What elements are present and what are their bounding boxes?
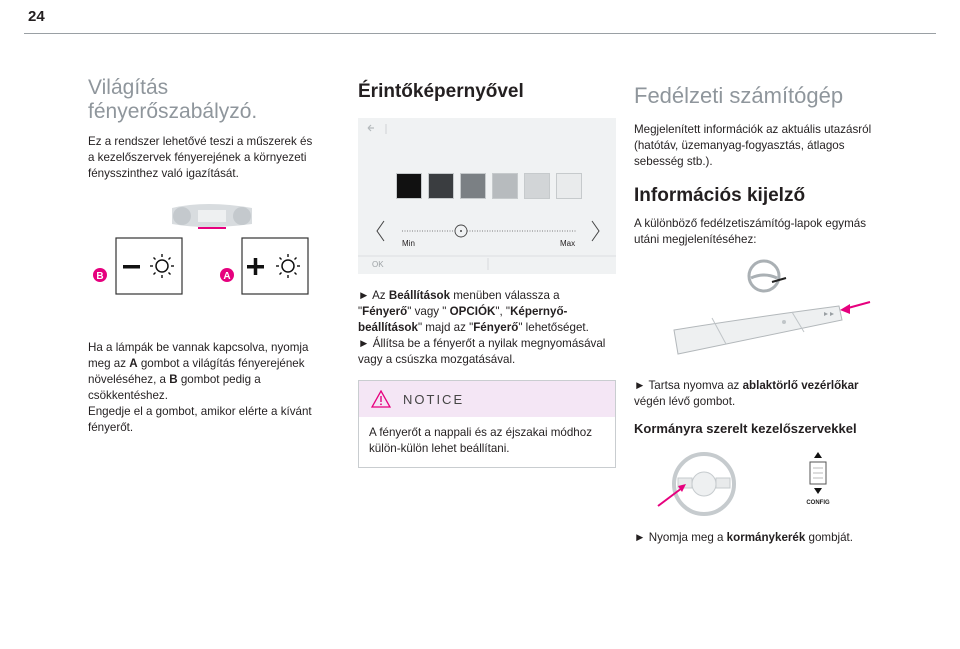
touchscreen-step-1: ► Az Beállítások menüben válassza a "Fényerő" vagy " OPCIÓK", "Képernyő-beállítások" majd az "Fényerő" lehetőséget. <box>358 289 589 334</box>
brightness-swatch-6[interactable] <box>556 173 582 199</box>
section-title-dimmer <box>88 76 320 124</box>
notice-box <box>358 380 616 468</box>
wiper-stalk-step: ► Tartsa nyomva az ablaktörlő vezérlőkar végén lévő gombot. <box>634 379 859 408</box>
brightness-swatch-5[interactable] <box>524 173 550 199</box>
warning-triangle-icon <box>371 390 391 408</box>
wiper-stalk-icon <box>674 302 870 354</box>
title-line-2: fényerőszabályzó. <box>88 100 258 123</box>
notice-text: A fényerőt a nappali és az éjszakai módhoz külön-külön lehet beállítani. <box>369 426 592 455</box>
steering-wheel-step: ► Nyomja meg a kormánykerék gombját. <box>634 531 854 544</box>
column-trip-computer <box>634 76 874 546</box>
slider-min-label: Min <box>402 239 415 248</box>
title-line-1: Világítás <box>88 76 169 99</box>
slider-max-label: Max <box>560 239 576 248</box>
badge-a: A <box>223 271 231 282</box>
info-display-intro: A különböző fedélzetiszámítóg-lapok egymás utáni megjelenítéséhez: <box>634 217 867 246</box>
back-arrow-icon <box>368 125 374 131</box>
decrease-arrow-icon[interactable] <box>377 221 384 241</box>
dimmer-instructions: Ha a lámpák be vannak kapcsolva, nyomja meg az A gombot a világítás fényerejének növeléséhez, a B gombot pedig a csökkentéshez. <box>88 341 309 402</box>
header-divider <box>24 33 936 34</box>
brightness-swatch-4[interactable] <box>492 173 518 199</box>
column-lighting-dimmer <box>88 76 320 436</box>
notice-label: NOTICE <box>403 391 465 407</box>
steering-controls-illustration <box>634 448 874 520</box>
brightness-swatch-1[interactable] <box>396 173 422 199</box>
config-button-icon <box>810 452 826 494</box>
wiper-stalk-illustration <box>634 254 874 372</box>
dimmer-intro: Ez a rendszer lehetővé teszi a műszerek és a kezelőszervek fényerejének a környezeti fénysszinthez való igazítását. <box>88 135 313 180</box>
ok-button[interactable]: OK <box>372 260 384 269</box>
page-number: 24 <box>28 8 45 25</box>
steering-controls-heading: Kormányra szerelt kezelőszervekkel <box>634 421 857 436</box>
section-title-touchscreen: Érintőképernyővel <box>358 81 524 102</box>
brightness-swatch-2[interactable] <box>428 173 454 199</box>
increase-arrow-icon[interactable] <box>592 221 599 241</box>
badge-b: B <box>96 271 104 282</box>
trip-computer-intro: Megjelenített információk az aktuális utazásról (hatótáv, üzemanyag-fogyasztás, átlagos sebesség stb.). <box>634 123 872 168</box>
touchscreen-step-2: ► Állítsa be a fényerőt a nyilak megnyomásával vagy a csúszka mozgatásával. <box>358 337 606 366</box>
section-title-trip-computer: Fedélzeti számítógép <box>634 83 844 108</box>
steering-wheel-controls-icon <box>658 454 734 514</box>
steering-wheel-icon <box>749 261 786 291</box>
button-b-icon <box>93 238 182 294</box>
dimmer-illustration <box>88 196 320 326</box>
dimmer-release-note: Engedje el a gombot, amikor elérte a kívánt fényerőt. <box>88 405 312 434</box>
notice-header <box>359 381 615 417</box>
config-label: CONFIG <box>806 500 830 506</box>
brightness-screen-illustration <box>358 118 616 274</box>
brightness-swatch-3[interactable] <box>460 173 486 199</box>
subsection-title-info-display: Információs kijelző <box>634 185 806 206</box>
instrument-cluster-icon <box>172 204 252 228</box>
button-a-icon <box>220 238 308 294</box>
column-touchscreen <box>358 76 616 468</box>
